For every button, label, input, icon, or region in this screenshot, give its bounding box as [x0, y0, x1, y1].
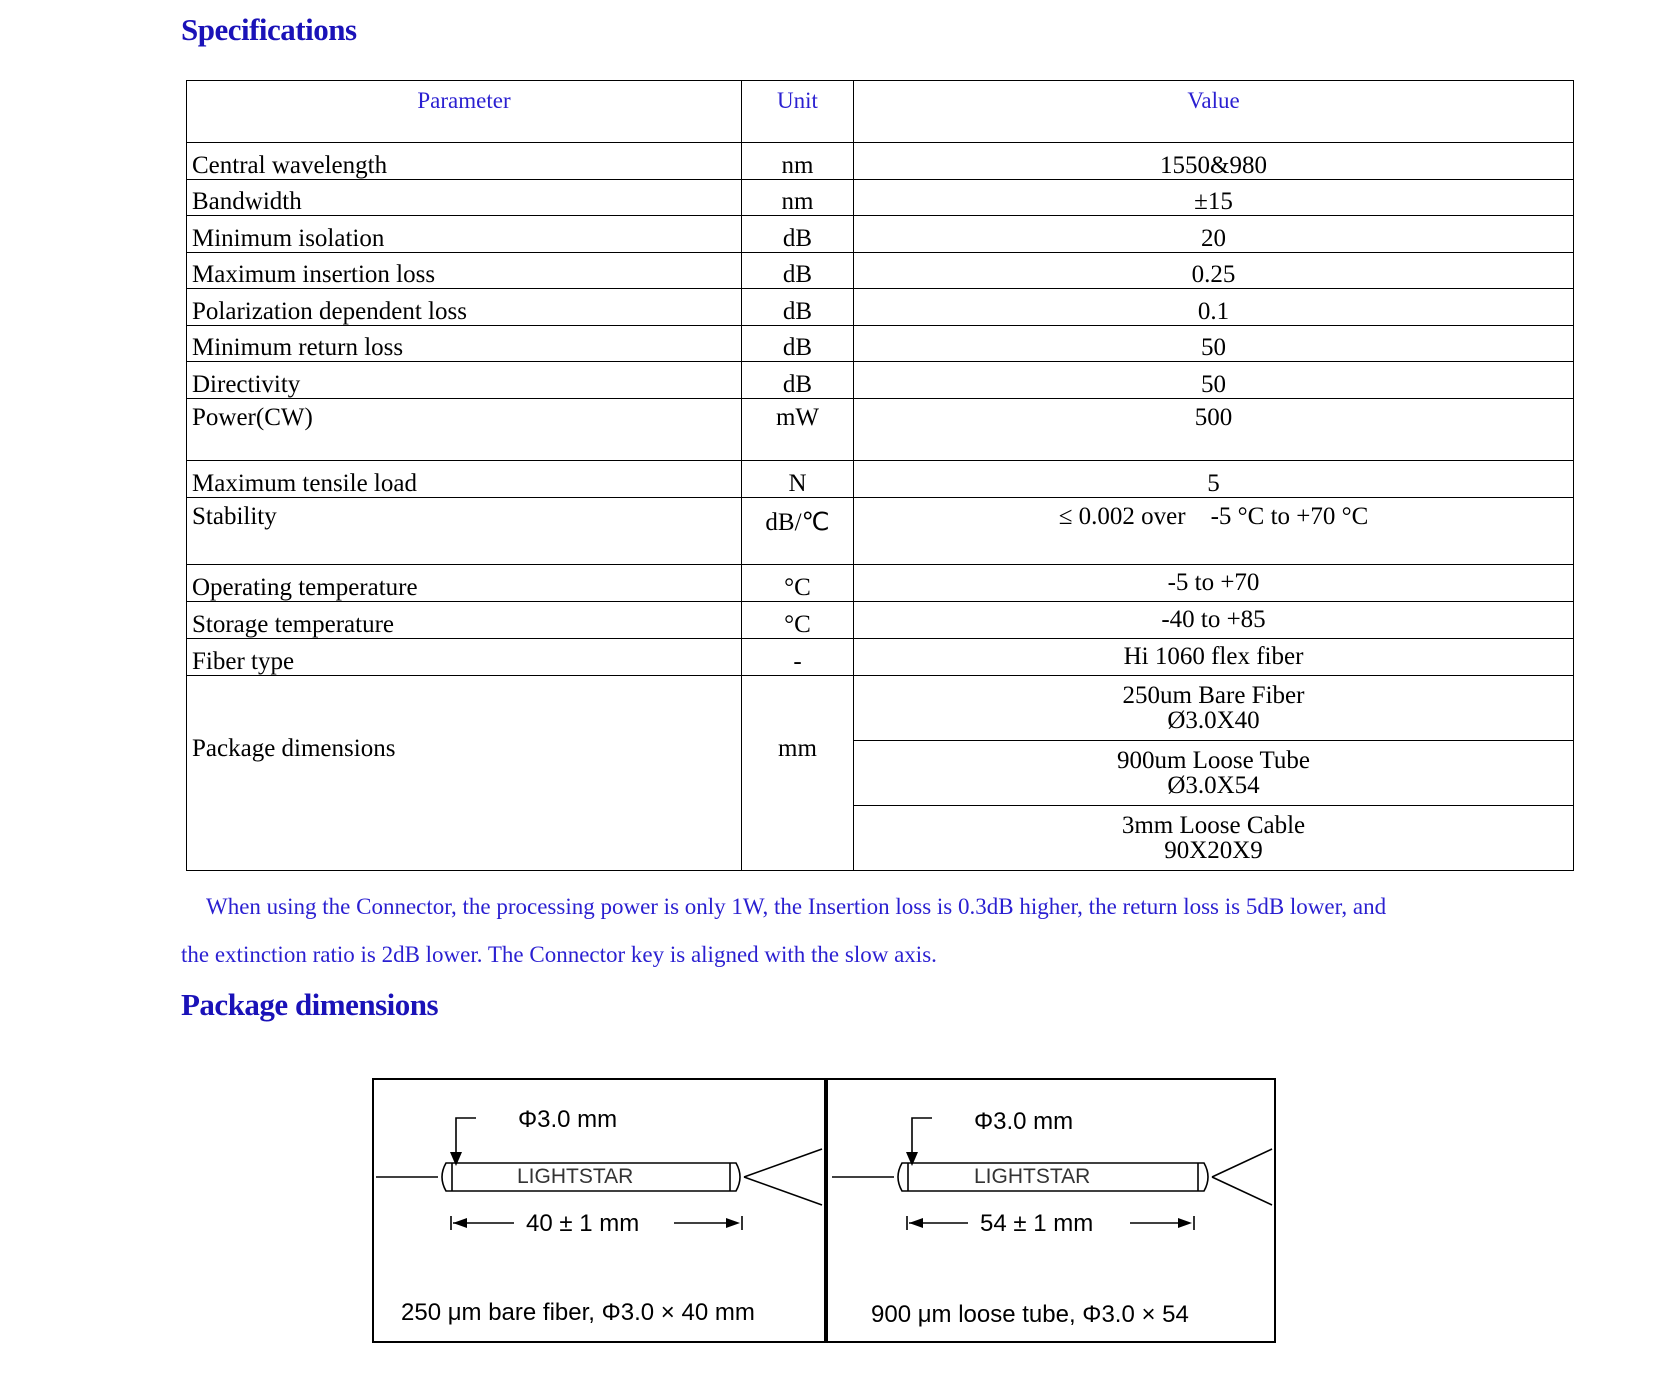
- connector-note-line2: the extinction ratio is 2dB lower. The Connector key is aligned with the slow axis.: [181, 942, 937, 967]
- row-unit: dB: [742, 216, 854, 253]
- row-value: 50: [854, 326, 1574, 362]
- row-unit: nm: [742, 143, 854, 180]
- length-label: 54 ± 1 mm: [980, 1210, 1094, 1237]
- row-unit: mm: [742, 676, 854, 871]
- row-value: 1550&980: [854, 143, 1574, 180]
- table-row: [187, 498, 1574, 565]
- row-value: 20: [854, 216, 1574, 253]
- package-option-name: 900um Loose Tube: [1116, 747, 1311, 774]
- row-unit: dB: [742, 289, 854, 326]
- header-parameter: Parameter: [187, 81, 742, 143]
- length-label: 40 ± 1 mm: [526, 1210, 640, 1237]
- row-unit: dB: [742, 362, 854, 399]
- row-parameter: Package dimensions: [187, 676, 742, 871]
- row-unit: N: [742, 461, 854, 498]
- row-parameter: Minimum return loss: [187, 326, 742, 362]
- row-unit: °C: [742, 565, 854, 602]
- row-parameter: Directivity: [187, 362, 742, 399]
- connector-note-line1: When using the Connector, the processing power is only 1W, the Insertion loss is 0.3dB higher, the return loss is 5dB lower, and: [206, 894, 1387, 919]
- row-unit: dB: [742, 253, 854, 289]
- row-parameter: Maximum tensile load: [187, 461, 742, 498]
- table-row: [187, 143, 1574, 180]
- package-figure-loose-tube: [826, 1078, 1276, 1343]
- row-value: 5: [854, 461, 1574, 498]
- package-option: [854, 806, 1574, 871]
- row-unit: dB: [742, 326, 854, 362]
- row-unit: mW: [742, 399, 854, 461]
- specifications-table: [186, 80, 1574, 871]
- diameter-label: Φ3.0 mm: [518, 1106, 618, 1133]
- table-row: [187, 326, 1574, 362]
- package-option-size: Ø3.0X54: [1167, 772, 1260, 799]
- package-option-size: 90X20X9: [1164, 837, 1263, 864]
- brand-label: LIGHTSTAR: [517, 1165, 634, 1188]
- table-row: [187, 639, 1574, 676]
- diameter-label: Φ3.0 mm: [974, 1108, 1074, 1135]
- package-dimensions-heading: Package dimensions: [181, 987, 439, 1022]
- package-option: [854, 741, 1574, 806]
- row-unit: -: [742, 639, 854, 676]
- row-value: 500: [854, 399, 1574, 461]
- table-row: [187, 180, 1574, 216]
- table-row: [187, 253, 1574, 289]
- row-parameter: Central wavelength: [187, 143, 742, 180]
- package-option-size: Ø3.0X40: [1167, 707, 1260, 734]
- row-unit: nm: [742, 180, 854, 216]
- row-parameter: Polarization dependent loss: [187, 289, 742, 326]
- row-parameter: Power(CW): [187, 399, 742, 461]
- table-row: [187, 289, 1574, 326]
- row-parameter: Minimum isolation: [187, 216, 742, 253]
- row-parameter: Stability: [187, 498, 742, 565]
- specifications-heading: Specifications: [181, 12, 357, 47]
- row-value: ≤ 0.002 over -5 °C to +70 °C: [854, 498, 1574, 565]
- row-parameter: Fiber type: [187, 639, 742, 676]
- row-parameter: Bandwidth: [187, 180, 742, 216]
- header-unit: Unit: [742, 81, 854, 143]
- table-row: [187, 399, 1574, 461]
- row-parameter: Maximum insertion loss: [187, 253, 742, 289]
- row-value: ±15: [854, 180, 1574, 216]
- row-unit: °C: [742, 602, 854, 639]
- row-parameter: Storage temperature: [187, 602, 742, 639]
- row-value: Hi 1060 flex fiber: [854, 639, 1574, 676]
- row-value: -5 to +70: [854, 565, 1574, 602]
- row-value: -40 to +85: [854, 602, 1574, 639]
- package-option-name: 250um Bare Fiber: [1122, 682, 1305, 709]
- table-row: [187, 602, 1574, 639]
- row-value: 50: [854, 362, 1574, 399]
- figure-caption: 250 μm bare fiber, Φ3.0 × 40 mm: [401, 1299, 755, 1326]
- row-value: 0.25: [854, 253, 1574, 289]
- table-row: [187, 461, 1574, 498]
- table-header-row: [187, 81, 1574, 143]
- row-value: 0.1: [854, 289, 1574, 326]
- package-option-name: 3mm Loose Cable: [1121, 812, 1306, 839]
- row-unit: dB/℃: [742, 498, 854, 565]
- brand-label: LIGHTSTAR: [974, 1165, 1091, 1188]
- package-figure-bare-fiber: [372, 1078, 826, 1343]
- table-row: [187, 362, 1574, 399]
- table-row-package: [187, 676, 1574, 741]
- table-row: [187, 565, 1574, 602]
- table-row: [187, 216, 1574, 253]
- header-value: Value: [854, 81, 1574, 143]
- row-parameter: Operating temperature: [187, 565, 742, 602]
- figure-caption: 900 μm loose tube, Φ3.0 × 54: [871, 1301, 1189, 1328]
- package-option: [854, 676, 1574, 741]
